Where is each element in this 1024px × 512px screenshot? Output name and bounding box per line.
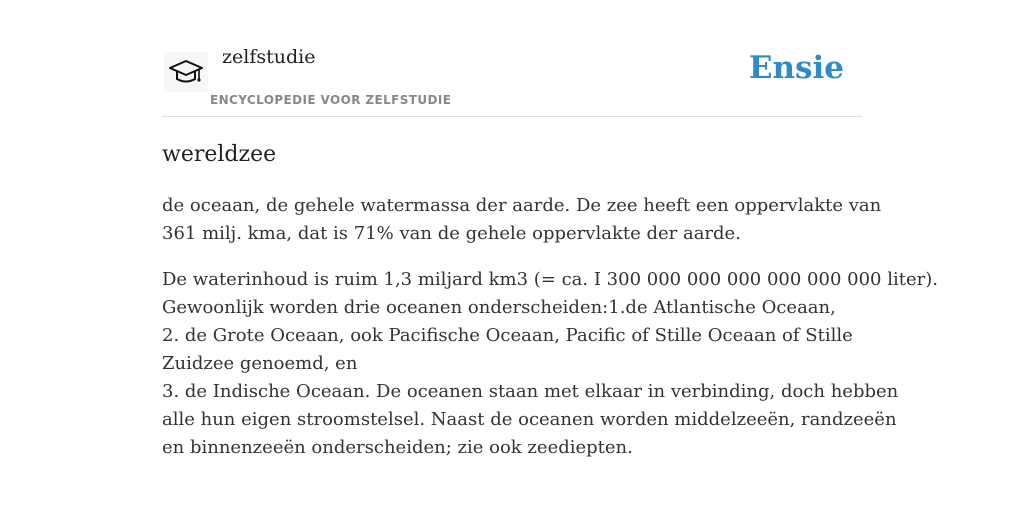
article [162, 138, 938, 462]
ensie-logo-link[interactable]: Ensie [748, 50, 844, 86]
paragraph-line: en binnenzeeën onderscheiden; zie ook zeediepten. [162, 437, 633, 458]
paragraph-line: 2. de Grote Oceaan, ook Pacifische Oceaan, Pacific of Stille Oceaan of Stille [162, 325, 853, 346]
article-paragraph-1 [162, 192, 882, 248]
site-name-link[interactable]: zelfstudie [222, 46, 316, 68]
paragraph-line: de oceaan, de gehele watermassa der aarde. De zee heeft een oppervlakte van [162, 195, 882, 216]
article-paragraph-2 [162, 266, 938, 462]
paragraph-line: 361 milj. kma, dat is 71% van de gehele oppervlakte der aarde. [162, 223, 741, 244]
graduation-cap-icon[interactable] [164, 52, 208, 92]
paragraph-line: De waterinhoud is ruim 1,3 miljard km3 (= ca. I 300 000 000 000 000 000 000 liter). [162, 269, 938, 290]
paragraph-line: Gewoonlijk worden drie oceanen onderscheiden:1.de Atlantische Oceaan, [162, 297, 836, 318]
site-header [162, 0, 862, 117]
paragraph-line: Zuidzee genoemd, en [162, 353, 358, 374]
paragraph-line: 3. de Indische Oceaan. De oceanen staan met elkaar in verbinding, doch hebben [162, 381, 899, 402]
article-title: wereldzee [162, 142, 277, 167]
paragraph-line: alle hun eigen stroomstelsel. Naast de oceanen worden middelzeeën, randzeeën [162, 409, 897, 430]
site-tagline: ENCYCLOPEDIE VOOR ZELFSTUDIE [210, 93, 452, 107]
